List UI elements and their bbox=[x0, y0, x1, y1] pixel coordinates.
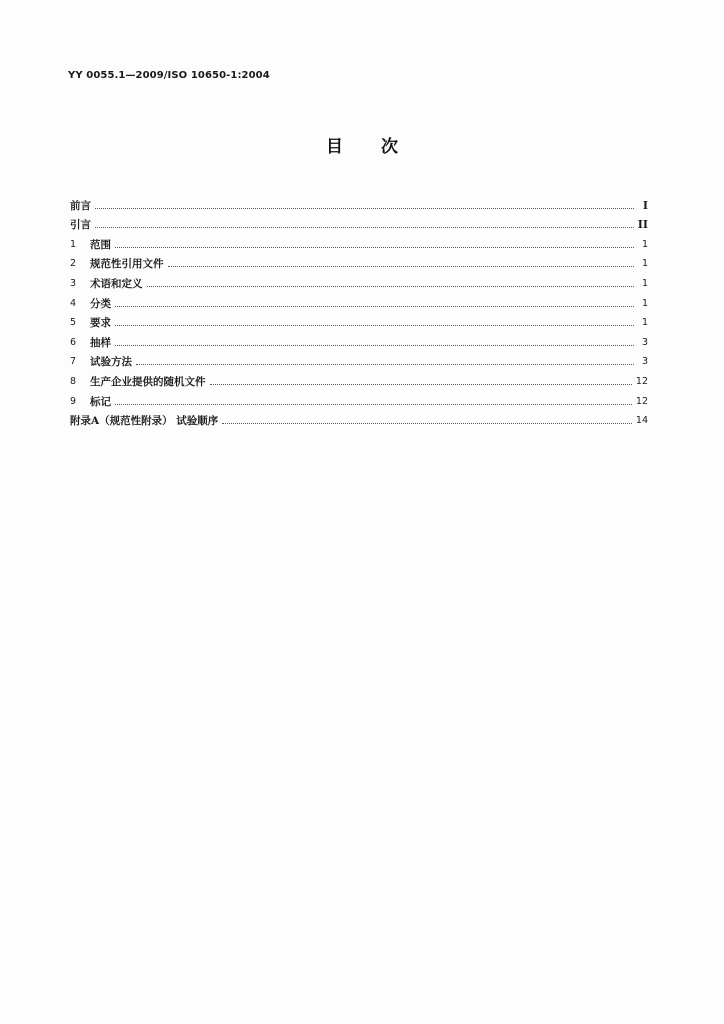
toc-entry-number: 1 bbox=[70, 238, 77, 250]
toc-entry-page-number: 14 bbox=[635, 415, 648, 427]
toc-entry-number: 7 bbox=[70, 356, 77, 368]
toc-entry-number: 2 bbox=[70, 258, 77, 270]
dot-leader bbox=[115, 305, 634, 307]
toc-entry-page-number: 1 bbox=[641, 238, 648, 250]
toc-entry-label: 生产企业提供的随机文件 bbox=[90, 375, 206, 388]
dot-leader bbox=[95, 207, 634, 209]
toc-entry-page-number: 3 bbox=[641, 336, 648, 348]
toc-entry-label: 试验方法 bbox=[90, 356, 132, 369]
dot-leader bbox=[115, 403, 632, 405]
table-of-contents bbox=[70, 193, 648, 428]
toc-entry-number: 3 bbox=[70, 277, 77, 289]
toc-entry[interactable] bbox=[70, 252, 648, 272]
toc-entry-page-number: II bbox=[637, 218, 648, 232]
toc-entry[interactable] bbox=[70, 350, 648, 370]
toc-entry-label: 标记 bbox=[90, 395, 111, 408]
toc-entry-number: 9 bbox=[70, 395, 77, 407]
dot-leader bbox=[95, 226, 634, 228]
toc-entry[interactable] bbox=[70, 271, 648, 291]
page-title: 目次 bbox=[326, 137, 436, 157]
toc-entry-label: 规范性引用文件 bbox=[90, 258, 164, 271]
standard-number: YY 0055.1—2009/ISO 10650-1:2004 bbox=[68, 70, 270, 81]
toc-entry-page-number: 1 bbox=[641, 258, 648, 270]
toc-entry-page-number: 12 bbox=[635, 375, 648, 387]
toc-entry-page-number: 1 bbox=[641, 317, 648, 329]
toc-entry-label: 抽样 bbox=[90, 336, 111, 349]
toc-entry-page-number: I bbox=[642, 198, 648, 212]
toc-entry[interactable] bbox=[70, 369, 648, 389]
dot-leader bbox=[222, 422, 632, 424]
dot-leader bbox=[115, 246, 634, 248]
dot-leader bbox=[136, 363, 634, 365]
toc-entry[interactable] bbox=[70, 330, 648, 350]
toc-entry[interactable] bbox=[70, 311, 648, 331]
toc-entry-label: 分类 bbox=[90, 297, 111, 310]
dot-leader bbox=[115, 344, 634, 346]
toc-entry[interactable] bbox=[70, 232, 648, 252]
toc-entry-label: 前言 bbox=[70, 199, 91, 212]
dot-leader bbox=[147, 285, 635, 287]
toc-entry-page-number: 1 bbox=[641, 277, 648, 289]
dot-leader bbox=[115, 324, 634, 326]
dot-leader bbox=[210, 383, 632, 385]
toc-entry-number: 8 bbox=[70, 375, 77, 387]
toc-entry-label: 范围 bbox=[90, 238, 111, 251]
toc-entry-label: 附录A（规范性附录） 试验顺序 bbox=[70, 415, 219, 428]
toc-entry-page-number: 12 bbox=[635, 395, 648, 407]
toc-entry-number: 4 bbox=[70, 297, 77, 309]
toc-entry-number: 6 bbox=[70, 336, 77, 348]
toc-entry-label: 引言 bbox=[70, 219, 91, 232]
toc-entry-number: 5 bbox=[70, 317, 77, 329]
toc-entry-page-number: 1 bbox=[641, 297, 648, 309]
toc-entry-page-number: 3 bbox=[641, 356, 648, 368]
toc-entry[interactable] bbox=[70, 291, 648, 311]
toc-entry[interactable] bbox=[70, 409, 648, 429]
toc-entry[interactable] bbox=[70, 389, 648, 409]
toc-entry-label: 要求 bbox=[90, 317, 111, 330]
toc-entry[interactable] bbox=[70, 213, 648, 233]
dot-leader bbox=[168, 265, 635, 267]
toc-entry-label: 术语和定义 bbox=[90, 277, 143, 290]
toc-entry[interactable] bbox=[70, 193, 648, 213]
